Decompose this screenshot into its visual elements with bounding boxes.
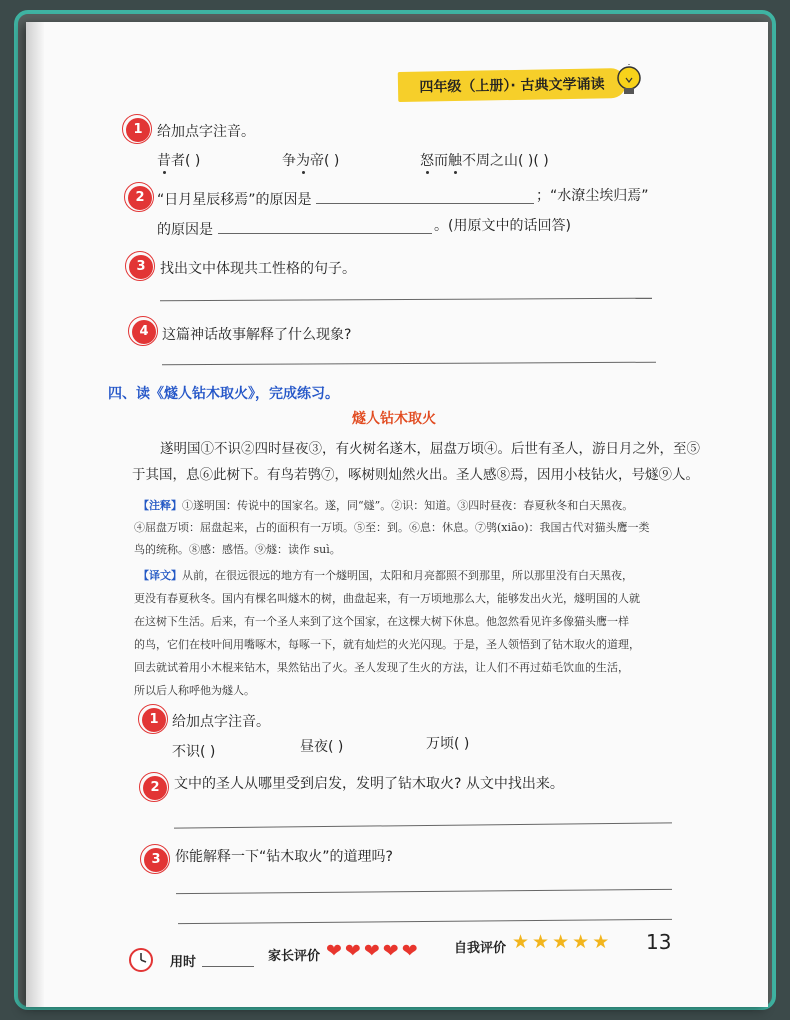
time-blank[interactable]	[202, 966, 254, 967]
passage-title: 燧人钻木取火	[352, 411, 436, 427]
question-2-text: “日月星辰移焉”的原因是	[157, 192, 312, 208]
star-icon[interactable]: ★	[572, 931, 590, 953]
question-1-text: 给加点字注音。	[157, 124, 255, 140]
question-4-text: 这篇神话故事解释了什么现象?	[162, 327, 352, 343]
answer-item	[157, 150, 200, 170]
plain-char: 争	[282, 153, 296, 169]
heart-icon[interactable]: ❤	[344, 940, 361, 962]
classic-text-line: 遂明国①不识②四时昼夜③，有火树名遂木，屈盘万顷④。后世有圣人，游日月之外，至⑤	[160, 441, 700, 457]
question-2-text-c: 的原因是	[157, 222, 213, 238]
translation-line: 的鸟，它们在枝叶间用嘴啄木，每啄一下，就有灿烂的火光闪现。于是，圣人领悟到了钻木取火的道理，	[134, 638, 640, 651]
notes-line: 鸟的统称。⑧感：感悟。⑨燧：读作 suì。	[134, 543, 341, 556]
notes-line	[138, 497, 633, 513]
answer-item	[420, 150, 549, 170]
question-2-text-b: ；“水潦尘埃归焉”	[536, 188, 649, 204]
translation-text: 从前，在很远很远的地方有一个燧明国，太阳和月亮都照不到那里，所以那里没有白天黑夜，	[182, 569, 633, 582]
dotted-char: 昔	[157, 153, 171, 169]
question-number-3: 3	[144, 848, 168, 872]
heart-icon[interactable]: ❤	[326, 940, 342, 962]
question-number-1: 1	[142, 708, 166, 732]
translation-line: 回去就试着用小木棍来钻木，果然钻出了火。圣人发现了生火的方法，让人们不再过茹毛饮血的生活，	[134, 661, 629, 674]
star-icon[interactable]: ★	[552, 931, 570, 953]
star-icon[interactable]: ★	[512, 931, 530, 953]
section-heading: 四、读《燧人钻木取火》，完成练习。	[108, 386, 339, 402]
question-number-2: 2	[143, 776, 167, 800]
page-number: 13	[646, 930, 672, 954]
question-3-text: 你能解释一下“钻木取火”的道理吗?	[175, 849, 393, 865]
chapter-banner: 四年级（上册）· 古典文学诵读	[398, 68, 626, 102]
translation-line: 在这树下生活。后来，有一个圣人来到了这个国家，在这棵大树下休息。他忽然看见许多像猫头鹰一样	[134, 615, 629, 628]
answer-blank[interactable]: 者( )	[171, 153, 201, 169]
translation-label: 【译文】	[138, 569, 182, 582]
question-number-3: 3	[129, 255, 153, 279]
heart-icon[interactable]: ❤	[382, 940, 399, 962]
heart-icon[interactable]: ❤	[363, 940, 380, 962]
notes-label: 【注释】	[138, 499, 182, 512]
answer-line[interactable]	[316, 203, 534, 204]
translation-line: 所以后人称呼他为燧人。	[134, 684, 255, 697]
self-rating-label: 自我评价	[454, 941, 507, 956]
question-2-text-d: 。(用原文中的话回答)	[434, 218, 571, 234]
answer-blank[interactable]: 万顷( )	[426, 736, 470, 752]
workbook-page	[26, 22, 768, 1007]
dotted-char: 触	[448, 153, 462, 169]
question-1-text: 给加点字注音。	[172, 714, 270, 730]
notes-line: ④屈盘万顷：屈盘起来，占的面积有一万顷。⑤至：到。⑥息：休息。⑦鸮(xiāo)：我国古代对猫头鹰一类	[134, 521, 650, 534]
classic-text-line: 于其国，息⑥此树下。有鸟若鸮⑦，啄树则灿然火出。圣人感⑧焉，因用小枝钻火，号燧⑨人。	[132, 467, 699, 483]
clock-icon	[128, 947, 154, 973]
dotted-char: 怒	[420, 153, 434, 169]
notes-text: ①遂明国：传说中的国家名。遂，同“燧”。②识：知道。③四时昼夜：春夏秋冬和白天黑夜。	[182, 499, 634, 512]
parent-rating-hearts[interactable]	[326, 942, 421, 961]
lightbulb-icon	[612, 64, 646, 98]
translation-line: 更没有春夏秋冬。国内有棵名叫燧木的树，曲盘起来，有一万顷地那么大，能够发出火光，燧明国的人就	[134, 592, 640, 605]
answer-item	[282, 150, 339, 170]
question-number-4: 4	[132, 320, 156, 344]
heart-icon[interactable]: ❤	[401, 940, 418, 962]
star-icon[interactable]: ★	[592, 931, 610, 953]
answer-blank[interactable]: 昼夜( )	[300, 739, 344, 755]
answer-blank[interactable]: 不周之山( )( )	[462, 153, 549, 169]
answer-blank[interactable]: 不识( )	[172, 744, 216, 760]
question-number-2: 2	[128, 186, 152, 210]
question-number-1: 1	[126, 118, 150, 142]
question-3-text: 找出文中体现共工性格的句子。	[160, 261, 356, 277]
plain-char: 而	[434, 153, 448, 169]
question-2-text: 文中的圣人从哪里受到启发，发明了钻木取火? 从文中找出来。	[174, 776, 564, 792]
dotted-char: 为	[296, 153, 310, 169]
answer-line[interactable]	[218, 233, 432, 234]
star-icon[interactable]: ★	[532, 931, 550, 953]
answer-blank[interactable]: 帝( )	[310, 153, 340, 169]
self-rating-stars[interactable]	[512, 933, 612, 952]
translation-line	[138, 567, 633, 583]
time-label: 用时	[170, 955, 197, 970]
parent-rating-label: 家长评价	[268, 949, 321, 964]
